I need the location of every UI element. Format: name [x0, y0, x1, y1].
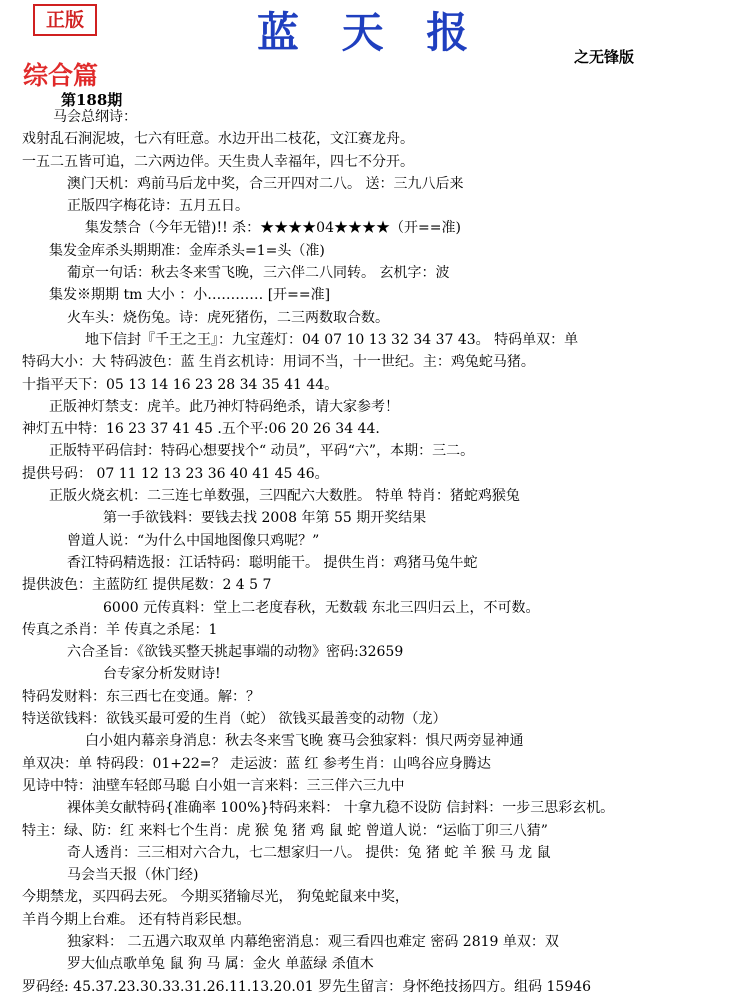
text-line: 集发※期期 tm 大小 ：小………… [开==准]: [49, 287, 331, 304]
text-line: 葡京一句话：秋去冬来雪飞晚，三六伴二八同转。 玄机字：波: [67, 265, 450, 282]
text-line: 6000 元传真料：堂上二老度春秋，无数载 东北三四归云上，不可数。: [103, 599, 540, 616]
text-line: 一五二五皆可追，二六两边伴。天生贵人幸福年，四七不分开。: [22, 153, 414, 170]
text-line: 特码大小：大 特码波色：蓝 生肖玄机诗：用词不当，十一世纪。主：鸡兔蛇马猪。: [22, 354, 535, 371]
text-line: 特码发财料：东三西七在变通。解：？: [22, 688, 260, 705]
edition-label: 之无锋版: [574, 48, 635, 66]
text-line: 传真之杀肖：羊 传真之杀尾：1: [22, 621, 218, 638]
article-body: [0, 106, 732, 998]
text-line: 羊肖今期上台难。 还有特肖彩民想。: [22, 911, 251, 928]
text-line: 神灯五中特：16 23 37 41 45 .五个平:06 20 26 34 44.: [22, 421, 380, 438]
text-line: 马会当天报（休门经): [67, 867, 199, 884]
text-line: 独家料： 二五遇六取双单 内幕绝密消息：观三看四也难定 密码 2819 单双：双: [67, 933, 559, 950]
text-line: 台专家分析发财诗!: [103, 666, 221, 683]
text-line: 裸体美女献特码{准确率 100%}特码来料： 十拿九稳不设防 信封料：一步三思彩玄机。: [67, 800, 615, 817]
text-line: 火车头：烧伤兔。诗：虎死猪伤，二三两数取合数。: [67, 309, 389, 326]
text-line: 集发金库杀头期期准：金库杀头=1=头（准): [49, 242, 325, 259]
text-line: 奇人透肖：三三相对六合九，七二想家归一八。 提供：兔 猪 蛇 羊 猴 马 龙 鼠: [67, 844, 551, 861]
text-line: 戏射乱石涧泥坡，七六有旺意。水边开出二枝花，文江赛龙舟。: [22, 131, 414, 148]
text-line: 正版四字梅花诗：五月五日。: [67, 198, 249, 215]
text-line: 单双决：单 特码段：01+22=？ 走运波：蓝 红 参考生肖：山鸣谷应身腾达: [22, 755, 491, 772]
issue-number: 第188期: [61, 91, 123, 109]
text-line: 地下信封『千王之王』：九宝莲灯：04 07 10 13 32 34 37 43。 特码单双：单: [85, 331, 579, 348]
text-line: 特送欲钱料：欲钱买最可爱的生肖（蛇） 欲钱买最善变的动物（龙）: [22, 711, 447, 728]
text-line: 提供号码： 07 11 12 13 23 36 40 41 45 46。: [22, 465, 329, 482]
text-line: 香江特码精选报：江话特码：聪明能干。 提供生肖：鸡猪马兔牛蛇: [67, 554, 478, 571]
edition-badge: 正版: [33, 4, 97, 36]
text-line: 白小姐内幕亲身消息：秋去冬来雪飞晚 赛马会独家料：惧尺两旁显神通: [85, 733, 524, 750]
text-line: 集发禁合（今年无错)!! 杀：★★★★04★★★★（开==准): [85, 220, 461, 237]
text-line: 见诗中特：油壁车轻郎马聪 白小姐一言来料：三三伴六三九中: [22, 777, 405, 794]
text-line: 提供波色：主蓝防红 提供尾数：2 4 5 7: [22, 577, 272, 594]
text-line: 六合圣旨：《欲钱买整天挑起事端的动物》密码:32659: [67, 644, 404, 661]
text-line: 马会总纲诗：: [53, 109, 137, 125]
text-line: 曾道人说：“为什么中国地图像只鸡呢？”: [67, 532, 320, 549]
text-line: 第一手欲钱料：要钱去找 2008 年第 55 期开奖结果: [103, 510, 427, 527]
text-line: 澳门天机：鸡前马后龙中奖，合三开四对二八。 送：三九八后来: [67, 175, 464, 192]
section-heading: 综合篇: [23, 61, 99, 90]
text-line: 正版特平码信封：特码心想要找个“ 动员”，平码“六”，本期：三二。: [49, 443, 475, 460]
text-line: 正版神灯禁支：虎羊。此乃神灯特码绝杀，请大家参考！: [49, 398, 399, 415]
text-line: 今期禁龙，买四码去死。 今期买猪输尽光， 狗兔蛇鼠来中奖，: [22, 889, 409, 906]
text-line: 正版火烧玄机：二三连七单数强，三四配六大数胜。 特单 特肖：猪蛇鸡猴兔: [49, 488, 520, 505]
newspaper-title: 蓝 天 报: [257, 8, 483, 57]
text-line: 十指平天下：05 13 14 16 23 28 34 35 41 44。: [22, 376, 339, 393]
text-line: 特主：绿、防：红 来料七个生肖：虎 猴 兔 猪 鸡 鼠 蛇 曾道人说：“运临丁卯三八猜”: [22, 822, 548, 839]
text-line: 罗大仙点歌单兔 鼠 狗 马 属：金火 单蓝绿 杀值木: [67, 956, 374, 973]
text-line: 罗码经: 45.37.23.30.33.31.26.11.13.20.01 罗先生留言：身怀绝技扬四方。组码 15946: [22, 978, 592, 995]
